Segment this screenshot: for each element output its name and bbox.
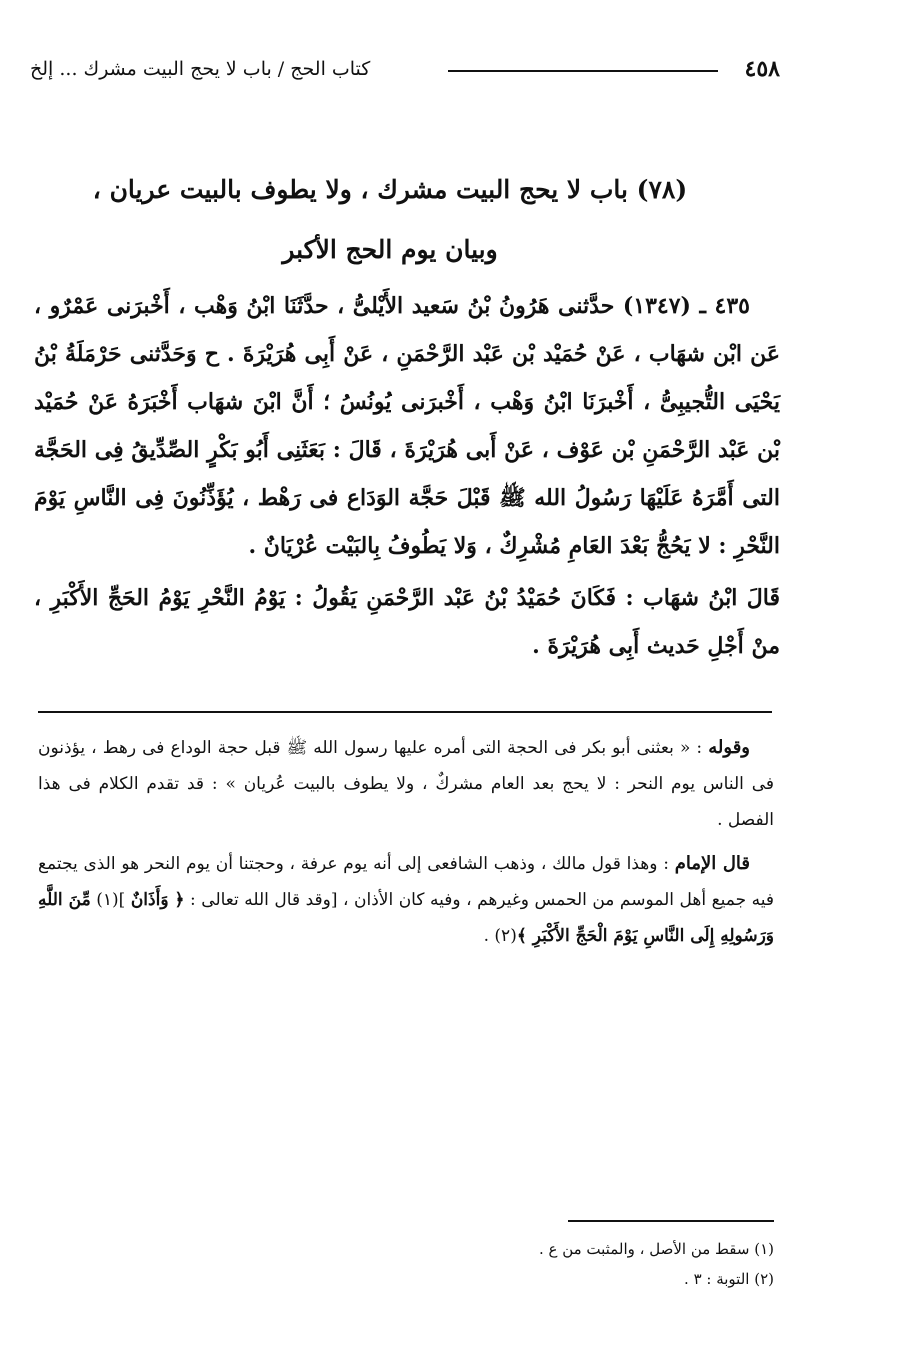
chapter-title-line-1: (٧٨) باب لا يحج البيت مشرك ، ولا يطوف بالبيت عريان ، <box>92 175 688 204</box>
chapter-heading <box>70 160 710 280</box>
page-number: ٤٥٨ <box>744 56 780 82</box>
commentary-text-1: : « بعثنى أبو بكر فى الحجة التى أمره عليها رسول الله ﷺ قبل حجة الوداع فى رهط ، يؤذنون فى الناس يوم النحر : لا يحج بعد العام مشركٌ ، ولا يطوف بالبيت عُريان » : قد تقدم الكلام فى هذا الفصل . <box>38 738 774 830</box>
hadith-text <box>34 282 780 670</box>
commentary-lead-2: قال الإمام <box>674 853 750 874</box>
running-header <box>30 56 780 92</box>
footnote-ref-2: (٢) . <box>483 926 517 946</box>
running-title: كتاب الحج / باب لا يحج البيت مشرك ... إلخ <box>30 58 371 80</box>
commentary-lead-1: وقوله <box>708 737 750 758</box>
footnote-ref-1: ](١) <box>96 890 126 910</box>
commentary-paragraph-2 <box>38 846 774 954</box>
hadith-second-paragraph: قَالَ ابْنُ شهَاب : فَكَانَ حُمَيْدُ بْنُ عَبْد الرَّحْمَنِ يَقُولُ : يَوْمُ النَّحْرِ يَوْمُ الحَجِّ الأَكْبَرِ ، منْ أَجْلِ حَديث أَبِى هُرَيْرَةَ . <box>34 585 780 659</box>
footnote-rule <box>568 1220 774 1222</box>
quran-quote-rest: مِّنَ اللَّهِ وَرَسُولِهِ إِلَى النَّاسِ يَوْمَ الْحَجِّ الأَكْبَرِ ﴾ <box>38 890 774 946</box>
hadith-paragraph <box>34 282 780 570</box>
quran-quote-open: ﴿ وَأَذَانٌ <box>130 890 185 910</box>
commentary-text-2: : وهذا قول مالك ، وذهب الشافعى إلى أنه يوم عرفة ، وحجتنا أن يوم النحر هو الذى يجتمع فيه جميع أهل الموسم من الحمس وغيرهم ، وفيه كان الأذان ، [وقد قال الله تعالى : <box>38 854 774 910</box>
commentary <box>38 730 774 954</box>
hadith-body: حدَّثنى هَرُونُ بْنُ سَعيد الأَيْلىُّ ، حدَّثَنَا ابْنُ وَهْب ، أَخْبرَنى عَمْرٌو ، عَن ابْن شهَاب ، عَنْ حُمَيْد بْن عَبْد الرَّحْمَنِ ، عَنْ أَبِى هُرَيْرَةَ . ح وَحَدَّثنى حَرْمَلَةُ بْنُ يَحْيَى التُّجيبِىُّ ، أَخْبرَنَا ابْنُ وَهْب ، أَخْبرَنى يُونُسُ ؛ أَنَّ ابْنَ شهَاب أَخْبَرَهُ عَنْ حُمَيْد بْن عَبْد الرَّحْمَنِ بْن عَوْف ، عَنْ أَبى هُرَيْرَةَ ، قَالَ : بَعَثَنِى أَبُو بَكْرٍ الصِّدِّيقُ فِى الحَجَّة التى أَمَّرَهُ عَلَيْهَا رَسُولُ الله ﷺ قَبْلَ حَجَّة الوَدَاع فى رَهْط ، يُؤَذِّنُونَ فِى النَّاسِ يَوْمَ النَّحْرِ : لا يَحُجُّ بَعْدَ العَامِ مُشْرِكٌ ، وَلا يَطُوفُ بِالبَيْت عُرْيَانٌ . <box>34 293 780 559</box>
header-rule <box>448 70 718 72</box>
commentary-paragraph-1 <box>38 730 774 838</box>
commentary-separator <box>38 711 772 713</box>
hadith-number: ٤٣٥ ـ (١٣٤٧) <box>622 293 750 319</box>
footnote-2: (٢) التوبة : ٣ . <box>684 1270 774 1288</box>
chapter-title-line-2: وبيان يوم الحج الأكبر <box>282 235 498 264</box>
footnote-1: (١) سقط من الأصل ، والمثبت من ع . <box>538 1240 774 1258</box>
footnotes <box>374 1234 774 1294</box>
